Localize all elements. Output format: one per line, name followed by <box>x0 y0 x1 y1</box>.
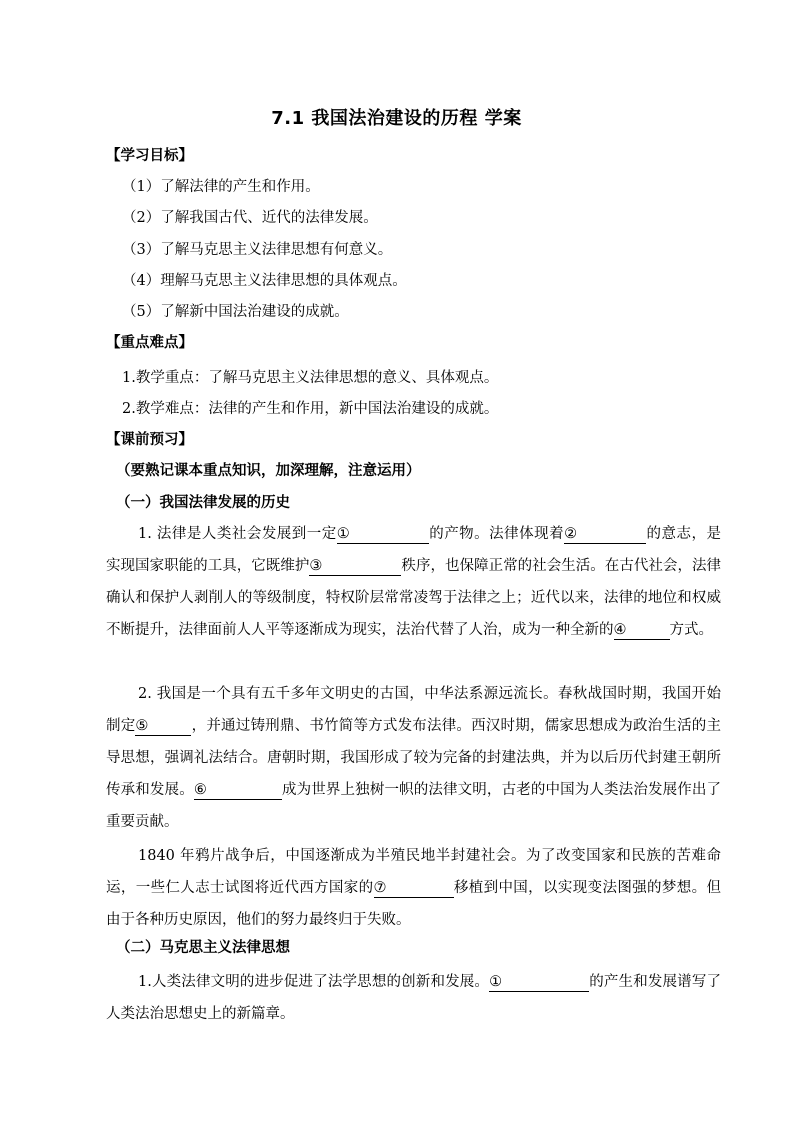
goal-item-1: （1）了解法律的产生和作用。 <box>122 179 320 195</box>
blank-3[interactable]: ③ <box>309 558 401 576</box>
blank-1[interactable]: ① <box>337 526 429 544</box>
section2-paragraph-1: 1.人类法律文明的进步促进了法学思想的创新和发展。① 的产生和发展谱写了人类法治思想史上的新篇章。 <box>106 974 721 1022</box>
section1-heading: （一）我国法律发展的历史 <box>116 495 290 511</box>
blank-7[interactable]: ⑦ <box>374 880 454 898</box>
goals-heading: 【学习目标】 <box>106 148 193 164</box>
goal-item-3: （3）了解马克思主义法律思想有何意义。 <box>122 242 393 258</box>
section1-paragraph-2: 2. 我国是一个具有五千多年文明史的古国，中华法系源远流长。春秋战国时期，我国开始制定⑤ ，并通过铸刑鼎、书竹简等方式发布法律。西汉时期，儒家思想成为政治生活的主导思想，强调礼法结合。唐朝时期，我国形成了较为完备的封建法典，并为以后历代封建王朝所传承和发展。⑥ 成为世界上独树一帜的法律文明，古老的中国为人类法治发展作出了重要贡献。 <box>106 686 722 830</box>
keypoints-heading: 【重点难点】 <box>106 335 193 351</box>
blank-4[interactable]: ④ <box>614 622 670 640</box>
keypoint-item-1: 1.教学重点：了解马克思主义法律思想的意义、具体观点。 <box>122 370 499 386</box>
section2-heading: （二）马克思主义法律思想 <box>116 940 290 956</box>
preview-heading: 【课前预习】 <box>106 432 193 448</box>
preview-note: （要熟记课本重点知识，加深理解，注意运用） <box>116 463 421 479</box>
section1-paragraph-1: 1. 法律是人类社会发展到一定① 的产物。法律体现着② 的意志，是实现国家职能的工具，它既维护③ 秩序，也保障正常的社会生活。在古代社会，法律确认和保护人剥削人的等级制度，特权阶层常常凌驾于法律之上；近代以来，法律的地位和权威不断提升，法律面前人人平等逐渐成为现实，法治代替了人治，成为一种全新的④ 方式。 <box>106 526 721 638</box>
blank-2[interactable]: ② <box>564 526 646 544</box>
goal-item-5: （5）了解新中国法治建设的成就。 <box>122 304 349 320</box>
page-title: 7.1 我国法治建设的历程 学案 <box>271 108 522 129</box>
blank-6[interactable]: ⑥ <box>194 782 282 800</box>
keypoint-item-2: 2.教学难点：法律的产生和作用，新中国法治建设的成就。 <box>122 401 499 417</box>
goal-item-2: （2）了解我国古代、近代的法律发展。 <box>122 210 378 226</box>
section1-paragraph-3: 1840 年鸦片战争后，中国逐渐成为半殖民地半封建社会。为了改变国家和民族的苦难命运，一些仁人志士试图将近代西方国家的⑦ 移植到中国，以实现变法图强的梦想。但由于各种历史原因，他们的努力最终归于失败。 <box>106 848 721 928</box>
goal-item-4: （4）理解马克思主义法律思想的具体观点。 <box>122 273 407 289</box>
blank-5[interactable]: ⑤ <box>135 718 191 736</box>
blank-s2-1[interactable]: ① <box>489 974 589 992</box>
